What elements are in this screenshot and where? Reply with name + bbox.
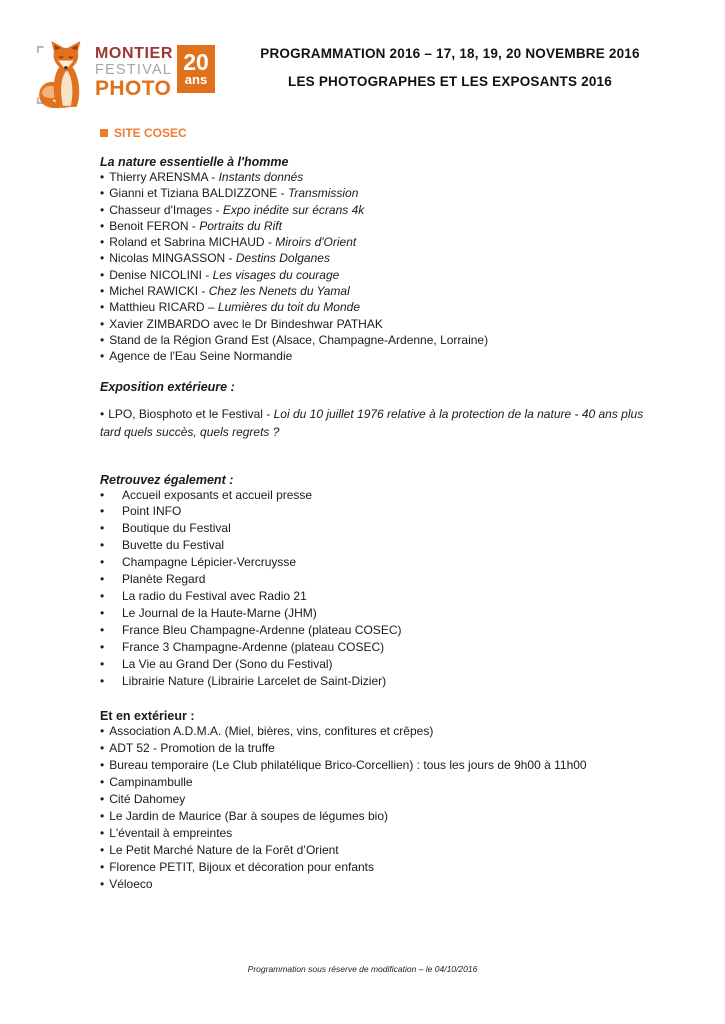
- exhibitor-name: Gianni et Tiziana BALDIZZONE -: [109, 186, 288, 201]
- list-item: [100, 859, 663, 876]
- list-item-label: Buvette du Festival: [122, 538, 225, 553]
- list-item: [100, 757, 663, 774]
- exhibition-title: Loi du 10 juillet 1976 relative à la protection de la nature - 40 ans plus tard quels succès, quels regrets ?: [100, 406, 644, 440]
- exhibitor-name: Agence de l'Eau Seine Normandie: [109, 349, 293, 364]
- list-item: [100, 537, 663, 554]
- list-item: [100, 283, 663, 299]
- bullet-icon: •: [100, 758, 105, 773]
- list-item: [100, 774, 663, 791]
- exterior-expo-item: [100, 405, 663, 442]
- section-header-et-en-exterieur: Et en extérieur :: [100, 709, 195, 724]
- list-item: [100, 571, 663, 588]
- anniversary-badge: [177, 45, 215, 93]
- list-item-label: Campinambulle: [109, 775, 193, 790]
- list-item: [100, 605, 663, 622]
- list-item: [100, 520, 663, 537]
- exhibitor-name: Matthieu RICARD –: [109, 300, 218, 315]
- list-item: [100, 267, 663, 283]
- bullet-icon: •: [100, 555, 105, 570]
- list-item-label: Champagne Lépicier-Vercruysse: [122, 555, 297, 570]
- exhibitor-name: Michel RAWICKI -: [109, 284, 209, 299]
- bullet-icon: •: [100, 186, 105, 201]
- footer-note: Programmation sous réserve de modification – le 04/10/2016: [247, 964, 478, 974]
- list-item-label: Point INFO: [122, 504, 182, 519]
- exhibitor-name: Denise NICOLINI -: [109, 267, 213, 282]
- bullet-icon: •: [100, 775, 105, 790]
- title-line-2: LES PHOTOGRAPHES ET LES EXPOSANTS 2016: [288, 74, 612, 89]
- outside-list: [100, 723, 663, 893]
- exhibition-title: Miroirs d'Orient: [275, 235, 357, 250]
- logo-wordmark: [95, 46, 173, 99]
- list-item: [100, 218, 663, 234]
- exhibitor-name: LPO, Biosphoto et le Festival -: [108, 406, 274, 421]
- list-item-label: France 3 Champagne-Ardenne (plateau COSEC): [122, 639, 385, 654]
- list-item: [100, 202, 663, 218]
- list-item: [100, 299, 663, 315]
- list-item: [100, 639, 663, 656]
- bullet-icon: •: [100, 300, 105, 315]
- bullet-icon: •: [100, 589, 105, 603]
- fox-logo-icon: [34, 38, 92, 112]
- bullet-icon: •: [100, 218, 105, 233]
- list-item: [100, 791, 663, 808]
- list-item-label: Le Journal de la Haute-Marne (JHM): [122, 605, 317, 620]
- logo-word-festival: FESTIVAL: [95, 62, 173, 78]
- bullet-icon: •: [100, 622, 105, 637]
- list-item: [100, 656, 663, 673]
- bullet-icon: •: [100, 504, 105, 519]
- bullet-icon: •: [100, 235, 105, 250]
- bullet-icon: •: [100, 521, 105, 536]
- list-item: [100, 234, 663, 250]
- exhibitor-name: Stand de la Région Grand Est (Alsace, Champagne-Ardenne, Lorraine): [109, 332, 489, 347]
- badge-number: 20: [183, 48, 209, 75]
- list-item-label: La Vie au Grand Der (Sono du Festival): [122, 656, 333, 671]
- logo-word-montier: MONTIER: [95, 45, 173, 62]
- bullet-icon: •: [100, 572, 105, 587]
- list-item: [100, 250, 663, 266]
- document-body: [0, 114, 725, 893]
- exhibition-title: Transmission: [287, 186, 359, 201]
- bullet-icon: •: [100, 316, 105, 331]
- exhibitor-name: Thierry ARENSMA -: [109, 170, 219, 184]
- section-header-label: SITE COSEC: [114, 126, 187, 140]
- bullet-icon: •: [100, 267, 105, 282]
- bullet-icon: •: [100, 673, 105, 688]
- festival-logo: [34, 38, 215, 112]
- bullet-icon: •: [100, 826, 105, 841]
- list-item-label: La radio du Festival avec Radio 21: [122, 589, 307, 603]
- list-item: [100, 808, 663, 825]
- list-item: [100, 185, 663, 201]
- logo-word-photo: PHOTO: [95, 77, 172, 100]
- list-item: [100, 588, 663, 605]
- bullet-icon: •: [100, 877, 105, 892]
- bullet-icon: •: [100, 284, 105, 299]
- list-item-label: Le Petit Marché Nature de la Forêt d’Orient: [109, 843, 339, 858]
- list-item: [100, 487, 663, 504]
- exhibition-title: Les visages du courage: [212, 267, 340, 282]
- list-item-label: Bureau temporaire (Le Club philatélique Brico-Corcellien) : tous les jours de 9h00 à 11h00: [109, 758, 587, 773]
- list-item: [100, 169, 663, 185]
- section-header-retrouvez-egalement: Retrouvez également :: [100, 472, 234, 487]
- list-item-label: Le Jardin de Maurice (Bar à soupes de légumes bio): [109, 809, 389, 824]
- square-bullet-icon: [100, 129, 108, 137]
- exhibitor-list: [100, 169, 663, 365]
- exhibition-title: Instants donnés: [218, 170, 304, 184]
- bullet-icon: •: [100, 538, 105, 553]
- bullet-icon: •: [100, 202, 105, 217]
- list-item: [100, 673, 663, 690]
- list-item-label: France Bleu Champagne-Ardenne (plateau COSEC): [122, 622, 402, 637]
- bullet-icon: •: [100, 406, 105, 421]
- exhibitor-name: Roland et Sabrina MICHAUD -: [109, 235, 276, 250]
- exhibitor-name: Nicolas MINGASSON -: [109, 251, 236, 266]
- page-title: [215, 38, 685, 96]
- section-header-exposition-exterieure: Exposition extérieure :: [100, 379, 235, 394]
- bullet-icon: •: [100, 741, 105, 756]
- list-item: [100, 332, 663, 348]
- bullet-icon: •: [100, 843, 105, 858]
- bullet-icon: •: [100, 809, 105, 824]
- page-header: [0, 0, 725, 114]
- list-item: [100, 348, 663, 364]
- list-item-label: Cité Dahomey: [109, 792, 186, 807]
- bullet-icon: •: [100, 605, 105, 620]
- bullet-icon: •: [100, 251, 105, 266]
- list-item-label: Accueil exposants et accueil presse: [122, 487, 313, 502]
- badge-unit: ans: [184, 71, 208, 87]
- list-item: [100, 554, 663, 571]
- exhibition-title: Chez les Nenets du Yamal: [208, 284, 350, 299]
- exhibition-title: Lumières du toit du Monde: [217, 300, 360, 315]
- also-list: [100, 487, 663, 690]
- exhibitor-name: Benoit FERON -: [109, 218, 200, 233]
- list-item: [100, 723, 663, 740]
- bullet-icon: •: [100, 170, 105, 184]
- exhibition-title: Expo inédite sur écrans 4k: [222, 202, 365, 217]
- exhibition-title: Portraits du Rift: [199, 218, 282, 233]
- bullet-icon: •: [100, 792, 105, 807]
- list-item-label: Florence PETIT, Bijoux et décoration pour enfants: [109, 860, 375, 875]
- list-item: [100, 842, 663, 859]
- list-item-label: L'éventail à empreintes: [109, 826, 233, 841]
- exhibition-title: Destins Dolganes: [235, 251, 330, 266]
- list-item: [100, 503, 663, 520]
- list-item-label: Boutique du Festival: [122, 521, 231, 536]
- exhibitor-name: Chasseur d'Images -: [109, 202, 223, 217]
- list-item-label: Association A.D.M.A. (Miel, bières, vins, confitures et crêpes): [109, 724, 434, 739]
- section-header-site-cosec: [100, 126, 663, 140]
- list-item: [100, 740, 663, 757]
- exhibitor-name: Xavier ZIMBARDO avec le Dr Bindeshwar PATHAK: [109, 316, 383, 331]
- bullet-icon: •: [100, 639, 105, 654]
- list-item: [100, 316, 663, 332]
- bullet-icon: •: [100, 860, 105, 875]
- list-item-label: Librairie Nature (Librairie Larcelet de Saint-Dizier): [122, 673, 387, 688]
- bullet-icon: •: [100, 487, 105, 502]
- list-item-label: ADT 52 - Promotion de la truffe: [109, 741, 275, 756]
- list-item-label: Véloeco: [109, 877, 153, 892]
- list-item: [100, 876, 663, 893]
- bullet-icon: •: [100, 724, 105, 739]
- exhibition-subtitle: La nature essentielle à l'homme: [100, 155, 289, 169]
- bullet-icon: •: [100, 656, 105, 671]
- title-line-1: PROGRAMMATION 2016 – 17, 18, 19, 20 NOVEMBRE 2016: [260, 46, 640, 61]
- list-item-label: Planète Regard: [122, 572, 206, 587]
- bullet-icon: •: [100, 349, 105, 364]
- list-item: [100, 825, 663, 842]
- list-item: [100, 622, 663, 639]
- bullet-icon: •: [100, 332, 105, 347]
